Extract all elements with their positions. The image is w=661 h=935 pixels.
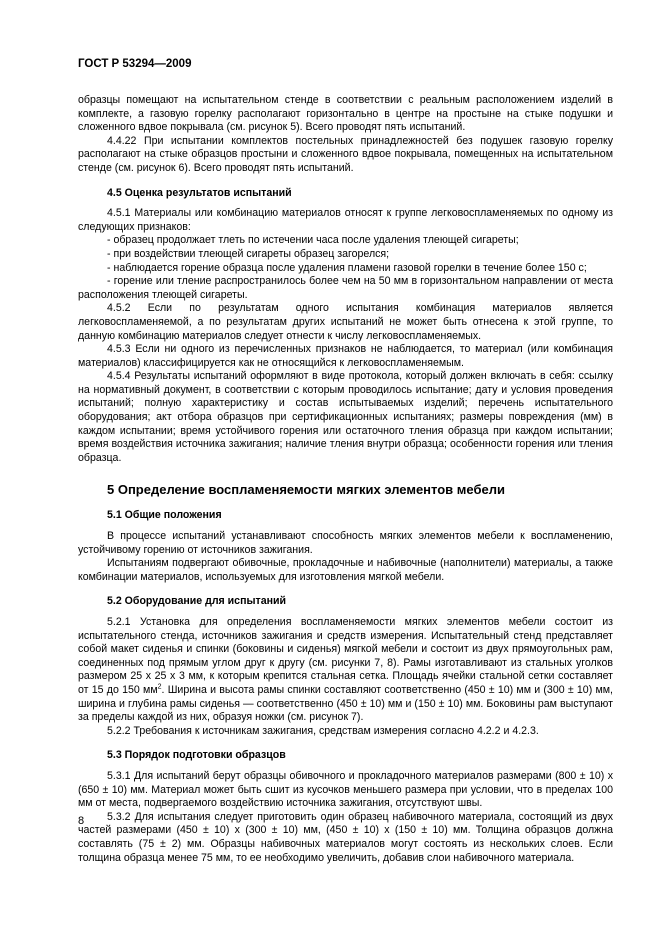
paragraph-part: 5.2.1 Установка для определения воспламеняемости мягких элементов мебели состоит из испытательного стенда, источников зажигания и средств измерения. Испытательный стенд представляет собой макет сиденья и спинки (боковины и сиденья) мягкой мебели и состоит из двух прямоугольных рам, соединенных под прямым углом друг к другу (см. рисунки 7, 8). Рамы изготавливают из стальных уголков размером 25 х 25 х 3 мм, к которым крепится стальная сетка. Площадь ячейки стальной сетки составляет от 15 до 150 мм bbox=[78, 616, 613, 696]
list-item: - горение или тление распространилось более чем на 50 мм в горизонтальном направлении от места расположения тлеющей сигареты. bbox=[78, 275, 613, 301]
paragraph: 4.4.22 При испытании комплектов постельных принадлежностей без подушек газовую горелку располагают на стыке образцов простыни и сложенного вдвое покрывала, помещенных на испытательном стенде (см. рисунок 6). Всего проводят пять испытаний. bbox=[78, 134, 613, 174]
paragraph: 4.5.3 Если ни одного из перечисленных признаков не наблюдается, то материал (или комбинация материалов) классифицируется как не относящийся к легковоспламеняемым. bbox=[78, 343, 613, 369]
paragraph: 4.5.1 Материалы или комбинацию материалов относят к группе легковоспламеняемых по одному из следующих признаков: bbox=[78, 207, 613, 233]
page-header: ГОСТ Р 53294—2009 bbox=[78, 58, 192, 70]
list-item: - при воздействии тлеющей сигареты образец загорелся; bbox=[107, 247, 390, 260]
chapter-heading: 5 Определение воспламеняемости мягких элементов мебели bbox=[107, 482, 505, 498]
section-heading: 5.1 Общие положения bbox=[107, 509, 222, 522]
paragraph: 4.5.2 Если по результатам одного испытания комбинация материалов является легковоспламеняемой, а по результатам других испытаний не может быть отнесена к этой группе, то данную комбинацию материалов следует отнести к числу легковоспламеняемых. bbox=[78, 302, 613, 342]
section-heading: 5.2 Оборудование для испытаний bbox=[107, 595, 287, 608]
list-item: - наблюдается горение образца после удаления пламени газовой горелки в течение более 150 с; bbox=[107, 261, 587, 274]
page-number: 8 bbox=[78, 815, 85, 827]
paragraph: образцы помещают на испытательном стенде в соответствии с реальным расположением изделий в комплекте, а газовую горелку располагают горизонтально в центре на простыне на стыке подушки и сложенного вдвое покрывала (см. рисунок 5). Всего проводят пять испытаний. bbox=[78, 94, 613, 134]
paragraph: 5.2.2 Требования к источникам зажигания, средствам измерения согласно 4.2.2 и 4.2.3. bbox=[107, 724, 539, 737]
superscript: 2 bbox=[157, 683, 162, 691]
paragraph: Испытаниям подвергают обивочные, прокладочные и набивочные (наполнители) материалы, а также комбинации материалов, используемых для изготовления мягкой мебели. bbox=[78, 557, 613, 583]
paragraph: 4.5.4 Результаты испытаний оформляют в виде протокола, который должен включать в себя: ссылку на нормативный документ, в соответствии с которым проводилось испытание; дату и условия проведения испытаний; полную характеристику и состав испытываемых изделий; перечень испытательного оборудования; акт отбора образцов при сертификационных испытаниях; размеры повреждения (мм) в каждом испытании; время устойчивого горения или остаточного тления образца при каждом испытании; время воздействия источника зажигания; наличие тления внутри образца; особенности горения или тления образца. bbox=[78, 370, 613, 464]
paragraph bbox=[78, 616, 613, 725]
page-content bbox=[78, 94, 613, 865]
section-heading: 5.3 Порядок подготовки образцов bbox=[107, 749, 286, 762]
section-heading: 4.5 Оценка результатов испытаний bbox=[107, 186, 292, 199]
paragraph-part: . Ширина и высота рамы спинки составляют соответственно (450 ± 10) мм и (300 ± 10) мм, ширина и глубина рамы сиденья — соответственно (450 ± 10) мм и (150 ± 10) мм. Боковины рам выступают за пределы каждой из них, образуя ножки (см. рисунок 7). bbox=[78, 683, 613, 724]
paragraph: 5.3.2 Для испытания следует приготовить один образец набивочного материала, состоящий из двух частей размерами (450 ± 10) х (300 ± 10) мм, (450 ± 10) х (150 ± 10) мм. Толщина образцов должна составлять (75 ± 2) мм. Образцы набивочных материалов могут состоять из нескольких слоев. Если толщина образца менее 75 мм, то ее необходимо увеличить, добавив слои набивочного материала. bbox=[78, 810, 613, 864]
list-item: - образец продолжает тлеть по истечении часа после удаления тлеющей сигареты; bbox=[107, 234, 519, 247]
paragraph: В процессе испытаний устанавливают способность мягких элементов мебели к воспламенению, устойчивому горению от источников зажигания. bbox=[78, 530, 613, 556]
paragraph: 5.3.1 Для испытаний берут образцы обивочного и прокладочного материалов размерами (800 ± 10) х (650 ± 10) мм. Материал может быть сшит из кусочков меньшего размера при условии, что в пределах 100 мм от места, подвергаемого воздействию источника зажигания, отсутствуют швы. bbox=[78, 769, 613, 810]
